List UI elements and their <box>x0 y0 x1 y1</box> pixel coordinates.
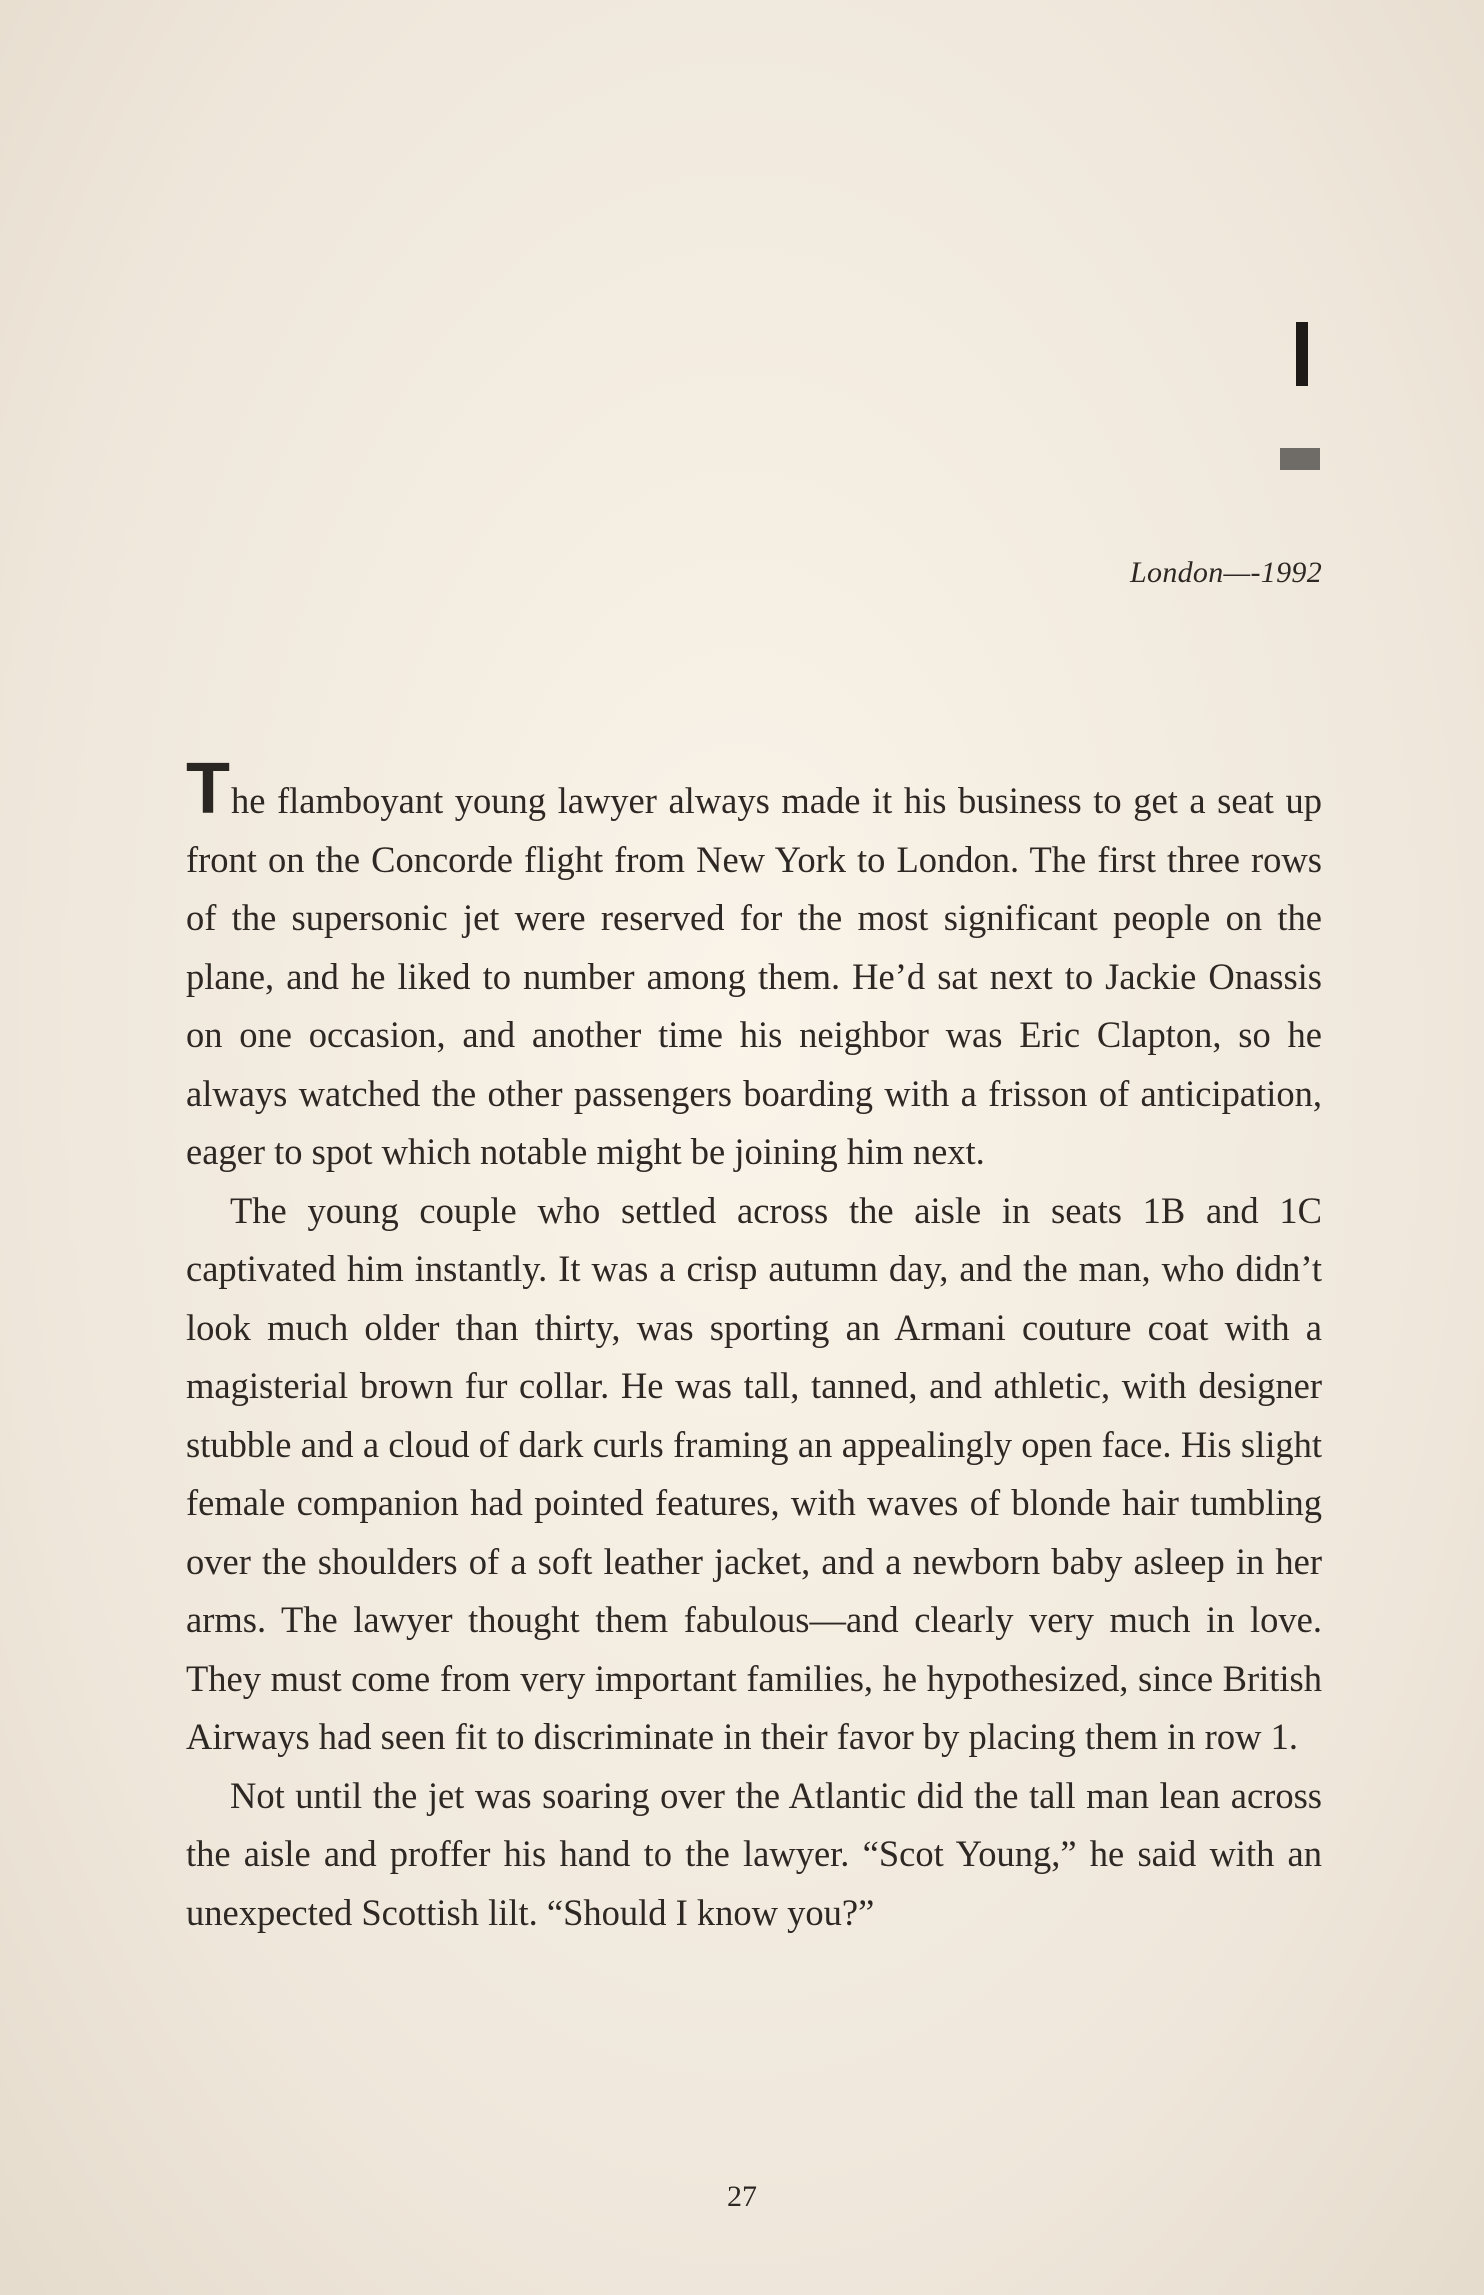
paragraph-3: Not until the jet was soaring over the Atlantic did the tall man lean across the aisle and proffer his hand to the lawyer. “Scot Young,” he said with an unexpected Scottish lilt. “Should I know you?” <box>186 1774 1322 1933</box>
page-number: 27 <box>727 2180 757 2213</box>
body-text <box>186 749 1322 1942</box>
paragraph-1 <box>186 749 1322 1182</box>
dateline: London—-1992 <box>1130 556 1322 589</box>
paragraph-text: he flamboyant young lawyer always made it his business to get a seat up front on the Concorde flight from New York to London. The first three rows of the supersonic jet were reserved for the most significant people on the plane, and he liked to number among them. He’d sat next to Jackie Onassis on one occasion, and another time his neighbor was Eric Clapton, so he always watched the other passengers boarding with a frisson of anticipation, eager to spot which notable might be joining him next. <box>186 780 1322 1172</box>
chapter-number-mark <box>1296 322 1308 386</box>
chapter-decoration <box>1280 448 1320 470</box>
drop-cap: T <box>186 749 230 829</box>
paragraph-2: The young couple who settled across the aisle in seats 1B and 1C captivated him instantly. It was a crisp autumn day, and the man, who didn’t look much older than thirty, was sporting an Armani couture coat with a magisterial brown fur collar. He was tall, tanned, and athletic, with designer stubble and a cloud of dark curls framing an appealingly open face. His slight female companion had pointed features, with waves of blonde hair tumbling over the shoulders of a soft leather jacket, and a newborn baby asleep in her arms. The lawyer thought them fabulous—and clearly very much in love. They must come from very important families, he hypothesized, since British Airways had seen fit to discriminate in their favor by placing them in row 1. <box>186 1189 1322 1757</box>
